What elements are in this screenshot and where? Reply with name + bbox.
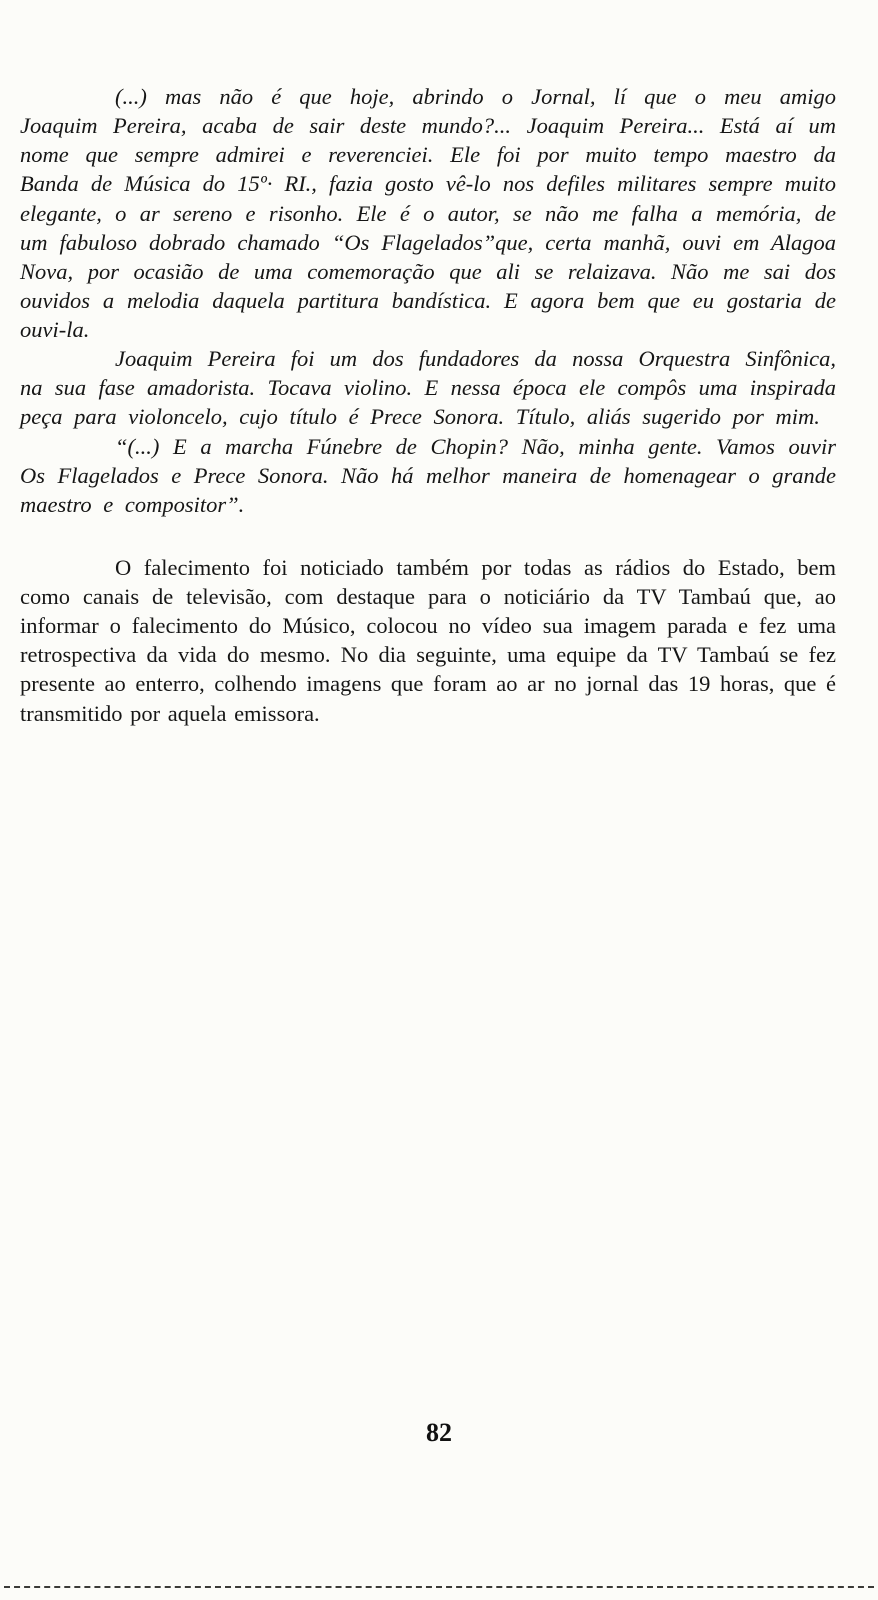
paragraph-quote-2: Joaquim Pereira foi um dos fundadores da nossa Orquestra Sinfônica, na sua fase amadorista. Tocava violino. E nessa época ele compôs uma inspirada peça para violoncelo, cujo título é Prece Sonora. Título, aliás sugerido por mim. xyxy=(20,346,836,430)
text-block xyxy=(20,82,836,728)
paragraph-body: O falecimento foi noticiado também por todas as rádios do Estado, bem como canais de televisão, com destaque para o noticiário da TV Tambaú que, ao informar o falecimento do Músico, colocou no vídeo sua imagem parada e fez uma retrospectiva da vida do mesmo. No dia seguinte, uma equipe da TV Tambaú se fez presente ao enterro, colhendo imagens que foram ao ar no jornal das 19 horas, que é transmitido por aquela emissora. xyxy=(20,554,836,726)
paragraph-quote-1: (...) mas não é que hoje, abrindo o Jornal, lí que o meu amigo Joaquim Pereira, acaba de sair deste mundo?... Joaquim Pereira... Está aí um nome que sempre admirei e reverenciei. Ele foi por muito tempo maestro da Banda de Música do 15º· RI., fazia gosto vê-lo nos defiles militares sempre muito elegante, o ar sereno e risonho. Ele é o autor, se não me falha a memória, de um fabuloso dobrado chamado “Os Flagelados”que, certa manhã, ouvi em Alagoa Nova, por ocasião de uma comemoração que ali se relaizava. Não me sai dos ouvidos a melodia daquela partitura bandística. E agora bem que eu gostaria de ouvi-la. xyxy=(20,84,836,342)
paragraph-quote-3: “(...) E a marcha Fúnebre de Chopin? Não, minha gente. Vamos ouvir Os Flagelados e Prece Sonora. Não há melhor maneira de homenagear o grande maestro e compositor”. xyxy=(20,433,836,517)
bottom-scan-rule xyxy=(4,1586,874,1588)
page-number: 82 xyxy=(426,1418,452,1447)
